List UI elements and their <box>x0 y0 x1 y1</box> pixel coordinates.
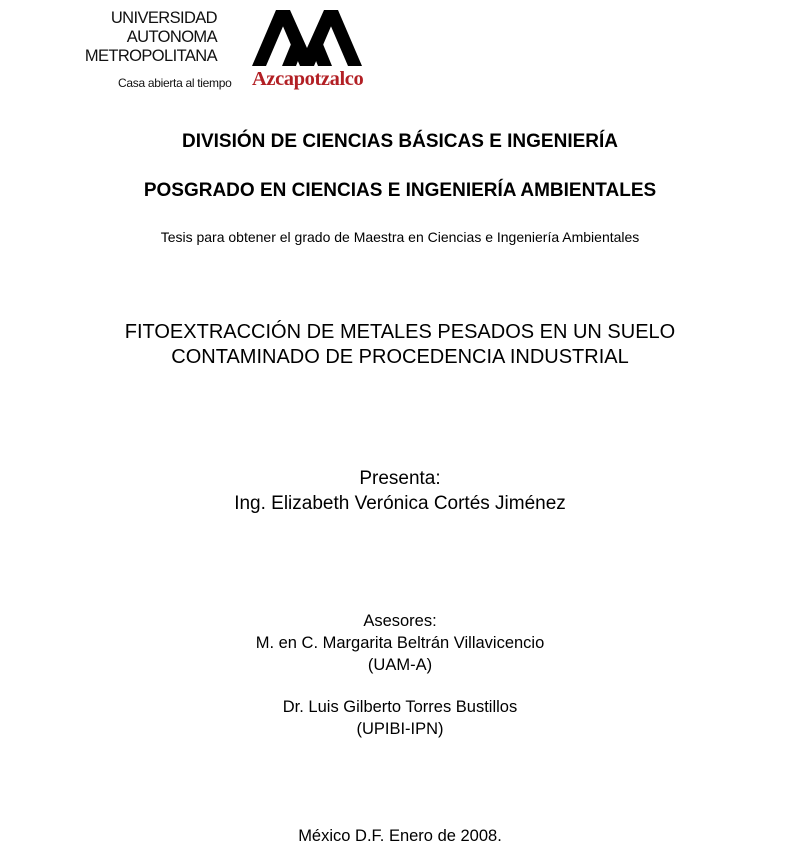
logo-campus-name: Azcapotzalco <box>252 68 364 90</box>
advisor-2-affiliation: (UPIBI-IPN) <box>356 720 444 738</box>
logo-text-line-1: UNIVERSIDAD <box>110 9 217 27</box>
uam-emblem-icon <box>252 10 362 66</box>
place-and-date: México D.F. Enero de 2008. <box>298 827 502 845</box>
advisor-1-affiliation: (UAM-A) <box>367 656 433 674</box>
logo-text-line-2: AUTONOMA <box>126 28 217 46</box>
thesis-title-line-2: CONTAMINADO DE PROCEDENCIA INDUSTRIAL <box>171 346 629 368</box>
logo-tagline: Casa abierta al tiempo <box>118 76 232 90</box>
advisor-1-name: M. en C. Margarita Beltrán Villavicencio <box>255 634 545 652</box>
program-heading: POSGRADO EN CIENCIAS E INGENIERÍA AMBIENTALES <box>143 180 657 201</box>
author-name: Ing. Elizabeth Verónica Cortés Jiménez <box>234 493 566 514</box>
advisors-label: Asesores: <box>363 612 437 630</box>
university-logo <box>84 4 372 100</box>
thesis-title-line-1: FITOEXTRACCIÓN DE METALES PESADOS EN UN SUELO <box>124 321 676 343</box>
division-heading: DIVISIÓN DE CIENCIAS BÁSICAS E INGENIERÍA <box>181 131 618 152</box>
advisor-2-name: Dr. Luis Gilberto Torres Bustillos <box>282 698 518 716</box>
degree-subtitle: Tesis para obtener el grado de Maestra en Ciencias e Ingeniería Ambientales <box>160 229 640 245</box>
logo-text-line-3: METROPOLITANA <box>84 47 217 65</box>
presenter-label: Presenta: <box>359 468 441 489</box>
